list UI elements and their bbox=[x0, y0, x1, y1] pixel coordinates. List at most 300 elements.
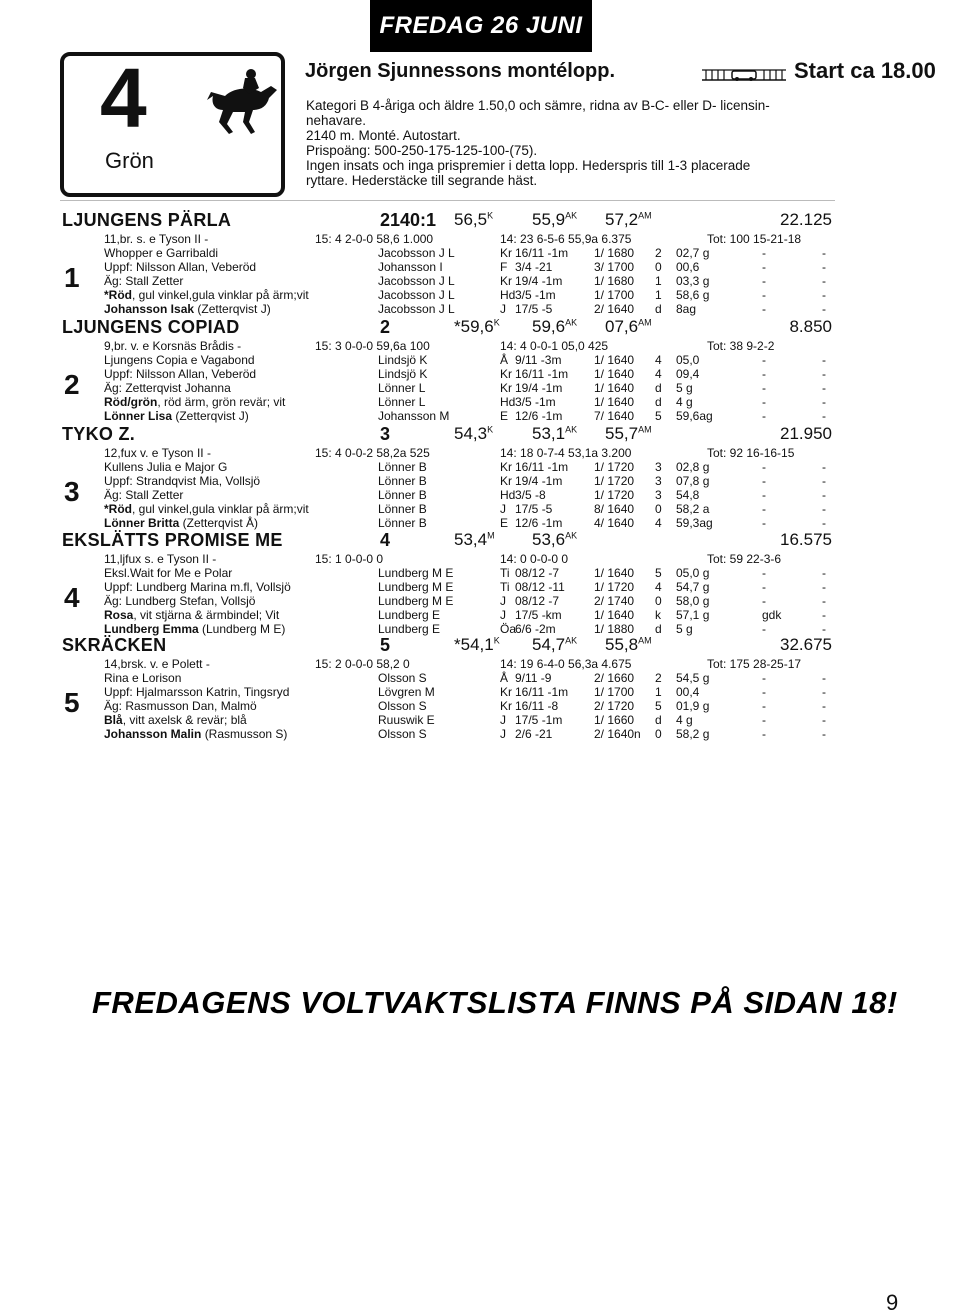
divider bbox=[60, 200, 835, 201]
stat-year: 15: 1 0-0-0 0 bbox=[315, 552, 384, 566]
row-prize: - bbox=[822, 274, 826, 288]
row-date: 17/5 -5 bbox=[515, 302, 553, 316]
horse-info: 11,br. s. e Tyson II - bbox=[104, 232, 209, 246]
record-type: K bbox=[493, 635, 500, 646]
row-place: 5 bbox=[655, 409, 662, 423]
record-value: *54,1 bbox=[454, 635, 494, 654]
stat-year: 15: 4 0-0-2 58,2a 525 bbox=[315, 446, 430, 460]
record-value: 07,6 bbox=[605, 317, 639, 336]
desc-line: Kategori B 4-åriga och äldre 1.50,0 och sämre, ridna av B-C- eller D- licensin- bbox=[306, 98, 770, 113]
row-date: 08/12 -7 bbox=[515, 594, 560, 608]
stat-total: Tot: 38 9-2-2 bbox=[707, 339, 775, 353]
form-row bbox=[62, 474, 832, 488]
record-type: AM bbox=[638, 424, 652, 435]
row-track: J bbox=[500, 302, 506, 316]
row-prize: - bbox=[822, 381, 826, 395]
row-date: 3/4 -21 bbox=[515, 260, 553, 274]
record-value: *59,6 bbox=[454, 317, 494, 336]
desc-line: ryttare. Hederstäcke till segrande häst. bbox=[306, 173, 538, 188]
row-odds: - bbox=[762, 516, 766, 530]
row-track: J bbox=[500, 502, 506, 516]
row-position-distance: 1/ 1660 bbox=[594, 713, 635, 727]
row-time: 05,0 g bbox=[676, 566, 710, 580]
horse-distance: 3 bbox=[380, 424, 391, 444]
horse-number: 4 bbox=[64, 582, 80, 613]
form-row bbox=[62, 713, 832, 727]
row-position-distance: 2/ 1640 bbox=[594, 302, 635, 316]
row-place: 1 bbox=[655, 274, 662, 288]
row-date: 9/11 -3m bbox=[515, 353, 562, 367]
row-prize: - bbox=[822, 608, 826, 622]
row-position-distance: 1/ 1680 bbox=[594, 246, 635, 260]
row-position-distance: 1/ 1640 bbox=[594, 566, 635, 580]
form-row bbox=[62, 288, 832, 302]
row-info: Kullens Julia e Major G bbox=[104, 460, 228, 474]
form-row bbox=[62, 353, 832, 367]
row-driver: Lönner B bbox=[378, 474, 427, 488]
row-position-distance: 1/ 1680 bbox=[594, 274, 635, 288]
row-odds: - bbox=[762, 367, 766, 381]
horse-prize: 22.125 bbox=[780, 210, 832, 229]
record-3 bbox=[605, 424, 652, 444]
row-driver: Lindsjö K bbox=[378, 367, 428, 381]
row-position-distance: 1/ 1700 bbox=[594, 288, 635, 302]
row-driver: Lönner B bbox=[378, 488, 427, 502]
row-prize: - bbox=[822, 460, 826, 474]
row-place: 4 bbox=[655, 516, 662, 530]
stat-previous: 14: 23 6-5-6 55,9a 6.375 bbox=[500, 232, 632, 246]
record-2 bbox=[532, 530, 577, 550]
row-track: Kr bbox=[500, 246, 512, 260]
horse-name: LJUNGENS COPIAD bbox=[62, 317, 240, 337]
row-track: Hd bbox=[500, 488, 516, 502]
row-driver: Johansson I bbox=[378, 260, 443, 274]
row-prize: - bbox=[822, 260, 826, 274]
row-prize: - bbox=[822, 516, 826, 530]
form-row bbox=[62, 409, 832, 423]
row-driver: Lönner B bbox=[378, 460, 427, 474]
desc-line: Prispoäng: 500-250-175-125-100-(75). bbox=[306, 143, 538, 158]
row-driver: Jacobsson J L bbox=[378, 302, 455, 316]
row-time: 4 g bbox=[676, 395, 693, 409]
row-info: Blå, vitt axelsk & revär; blå bbox=[104, 713, 247, 727]
row-date: 2/6 -21 bbox=[515, 727, 553, 741]
form-row bbox=[62, 274, 832, 288]
row-place: 4 bbox=[655, 580, 662, 594]
row-place: k bbox=[655, 608, 661, 622]
row-track: Å bbox=[500, 671, 509, 685]
form-row bbox=[62, 685, 832, 699]
row-time: 05,0 bbox=[676, 353, 700, 367]
row-time: 58,2 a bbox=[676, 502, 710, 516]
race-number: 4 bbox=[100, 51, 147, 145]
horse-prize: 8.850 bbox=[789, 317, 832, 336]
row-time: 01,9 g bbox=[676, 699, 710, 713]
race-title: Jörgen Sjunnessons montélopp. bbox=[305, 60, 616, 82]
horse-number: 2 bbox=[64, 369, 80, 400]
row-position-distance: 8/ 1640 bbox=[594, 502, 635, 516]
row-info: Rosa, vit stjärna & ärmbindel; Vit bbox=[104, 608, 280, 622]
horse-distance: 2140:1 bbox=[380, 210, 437, 230]
row-odds: - bbox=[762, 727, 766, 741]
row-odds: - bbox=[762, 409, 766, 423]
row-position-distance: 1/ 1640 bbox=[594, 608, 635, 622]
desc-line: Ingen insats och inga prispremier i detta lopp. Hederspris till 1-3 placerade bbox=[306, 158, 751, 173]
row-date: 19/4 -1m bbox=[515, 474, 563, 488]
row-place: 3 bbox=[655, 460, 662, 474]
horse-name: SKRÄCKEN bbox=[62, 635, 167, 655]
row-driver: Lönner L bbox=[378, 395, 426, 409]
row-info: Uppf: Nilsson Allan, Veberöd bbox=[104, 367, 257, 381]
row-place: d bbox=[655, 302, 662, 316]
row-place: 4 bbox=[655, 353, 662, 367]
row-info: Uppf: Hjalmarsson Katrin, Tingsryd bbox=[104, 685, 290, 699]
record-1 bbox=[454, 424, 493, 444]
row-odds: - bbox=[762, 671, 766, 685]
stat-total: Tot: 59 22-3-6 bbox=[707, 552, 782, 566]
row-driver: Lindsjö K bbox=[378, 353, 428, 367]
row-prize: - bbox=[822, 488, 826, 502]
row-date: 16/11 -1m bbox=[515, 367, 569, 381]
record-value: 54,3 bbox=[454, 424, 488, 443]
row-track: J bbox=[500, 713, 506, 727]
row-driver: Jacobsson J L bbox=[378, 288, 455, 302]
row-time: 54,7 g bbox=[676, 580, 710, 594]
row-place: 0 bbox=[655, 502, 662, 516]
row-driver: Lundberg M E bbox=[378, 594, 454, 608]
row-place: 1 bbox=[655, 288, 662, 302]
record-type: M bbox=[487, 530, 495, 541]
record-type: AM bbox=[638, 210, 652, 221]
row-date: 9/11 -9 bbox=[515, 671, 552, 685]
row-time: 09,4 bbox=[676, 367, 700, 381]
row-info: Rina e Lorison bbox=[104, 671, 182, 685]
stat-row bbox=[62, 552, 832, 566]
stat-previous: 14: 18 0-7-4 53,1a 3.200 bbox=[500, 446, 632, 460]
row-track: E bbox=[500, 409, 509, 423]
row-date: 16/11 -1m bbox=[515, 246, 569, 260]
record-value: 55,9 bbox=[532, 210, 566, 229]
record-3 bbox=[605, 635, 652, 655]
form-row bbox=[62, 622, 832, 636]
row-info: Äg: Stall Zetter bbox=[104, 274, 184, 288]
row-odds: - bbox=[762, 302, 766, 316]
row-place: 4 bbox=[655, 367, 662, 381]
horse-info: 11,ljfux s. e Tyson II - bbox=[104, 552, 217, 566]
record-value: 56,5 bbox=[454, 210, 488, 229]
row-date: 17/5 -km bbox=[515, 608, 562, 622]
row-date: 16/11 -1m bbox=[515, 685, 569, 699]
record-type: K bbox=[487, 424, 494, 435]
row-position-distance: 1/ 1720 bbox=[594, 474, 635, 488]
row-odds: gdk bbox=[762, 608, 782, 622]
form-row bbox=[62, 727, 832, 741]
row-info: *Röd, gul vinkel,gula vinklar på ärm;vit bbox=[104, 288, 309, 302]
form-row bbox=[62, 246, 832, 260]
stat-previous: 14: 4 0-0-1 05,0 425 bbox=[500, 339, 609, 353]
row-position-distance: 1/ 1720 bbox=[594, 460, 635, 474]
row-position-distance: 1/ 1720 bbox=[594, 580, 635, 594]
row-info: Lönner Lisa (Zetterqvist J) bbox=[104, 409, 249, 423]
record-1 bbox=[454, 210, 493, 230]
row-time: 07,8 g bbox=[676, 474, 710, 488]
row-driver: Lundberg E bbox=[378, 608, 441, 622]
start-time: Start ca 18.00 bbox=[794, 58, 936, 83]
row-date: 17/5 -1m bbox=[515, 713, 563, 727]
horse-number: 1 bbox=[64, 262, 80, 293]
row-position-distance: 2/ 1640n bbox=[594, 727, 641, 741]
row-odds: - bbox=[762, 288, 766, 302]
horse-prize: 16.575 bbox=[780, 530, 832, 549]
row-prize: - bbox=[822, 685, 826, 699]
row-track: Kr bbox=[500, 699, 512, 713]
start-car-icon bbox=[702, 66, 786, 82]
record-value: 54,7 bbox=[532, 635, 566, 654]
form-row bbox=[62, 608, 832, 622]
record-type: AK bbox=[565, 317, 578, 328]
row-time: 00,4 bbox=[676, 685, 700, 699]
row-date: 3/5 -1m bbox=[515, 395, 556, 409]
row-odds: - bbox=[762, 260, 766, 274]
row-place: d bbox=[655, 713, 662, 727]
stat-year: 15: 4 2-0-0 58,6 1.000 bbox=[315, 232, 434, 246]
row-prize: - bbox=[822, 474, 826, 488]
row-info: Johansson Malin (Rasmusson S) bbox=[104, 727, 288, 741]
row-track: Kr bbox=[500, 381, 512, 395]
row-track: Hd bbox=[500, 395, 516, 409]
row-time: 4 g bbox=[676, 713, 693, 727]
row-place: d bbox=[655, 395, 662, 409]
form-row bbox=[62, 381, 832, 395]
row-time: 58,6 g bbox=[676, 288, 710, 302]
row-place: 3 bbox=[655, 474, 662, 488]
form-row bbox=[62, 395, 832, 409]
row-prize: - bbox=[822, 699, 826, 713]
row-odds: - bbox=[762, 460, 766, 474]
row-track: Ti bbox=[500, 580, 510, 594]
horse-prize: 21.950 bbox=[780, 424, 832, 443]
horse-name: EKSLÄTTS PROMISE ME bbox=[62, 530, 283, 550]
row-track: Kr bbox=[500, 274, 512, 288]
row-track: J bbox=[500, 727, 506, 741]
row-prize: - bbox=[822, 727, 826, 741]
row-position-distance: 7/ 1640 bbox=[594, 409, 635, 423]
row-time: 59,3ag bbox=[676, 516, 713, 530]
horse-info: 14,brsk. v. e Polett - bbox=[104, 657, 210, 671]
row-place: 5 bbox=[655, 566, 662, 580]
row-info: Ljungens Copia e Vagabond bbox=[104, 353, 255, 367]
desc-line: nehavare. bbox=[306, 113, 367, 128]
row-track: Öa bbox=[500, 622, 517, 636]
row-time: 5 g bbox=[676, 381, 693, 395]
row-driver: Lönner B bbox=[378, 516, 427, 530]
row-info: Äg: Rasmusson Dan, Malmö bbox=[104, 699, 257, 713]
row-driver: Lönner L bbox=[378, 381, 426, 395]
record-value: 57,2 bbox=[605, 210, 639, 229]
row-track: Ti bbox=[500, 566, 510, 580]
row-prize: - bbox=[822, 671, 826, 685]
form-row bbox=[62, 516, 832, 530]
row-time: 02,7 g bbox=[676, 246, 710, 260]
row-prize: - bbox=[822, 395, 826, 409]
form-row bbox=[62, 460, 832, 474]
record-2 bbox=[532, 210, 577, 230]
horse-distance: 5 bbox=[380, 635, 391, 655]
record-2 bbox=[532, 317, 577, 337]
row-time: 57,1 g bbox=[676, 608, 710, 622]
form-row bbox=[62, 367, 832, 381]
row-info: Uppf: Strandqvist Mia, Vollsjö bbox=[104, 474, 261, 488]
row-track: Kr bbox=[500, 474, 512, 488]
row-time: 54,8 bbox=[676, 488, 700, 502]
row-date: 3/5 -8 bbox=[515, 488, 546, 502]
record-value: 55,8 bbox=[605, 635, 639, 654]
row-driver: Johansson M bbox=[378, 409, 450, 423]
row-time: 5 g bbox=[676, 622, 693, 636]
record-2 bbox=[532, 424, 577, 444]
row-position-distance: 2/ 1740 bbox=[594, 594, 635, 608]
row-date: 08/12 -7 bbox=[515, 566, 560, 580]
record-type: AM bbox=[638, 317, 652, 328]
row-info: Äg: Zetterqvist Johanna bbox=[104, 381, 231, 395]
row-track: E bbox=[500, 516, 509, 530]
row-position-distance: 2/ 1720 bbox=[594, 699, 635, 713]
row-position-distance: 1/ 1640 bbox=[594, 353, 635, 367]
row-info: Lundberg Emma (Lundberg M E) bbox=[104, 622, 286, 636]
page-number: 9 bbox=[886, 1290, 899, 1315]
row-odds: - bbox=[762, 566, 766, 580]
record-1 bbox=[454, 317, 500, 337]
record-type: AK bbox=[565, 210, 578, 221]
row-odds: - bbox=[762, 246, 766, 260]
record-1 bbox=[454, 530, 495, 550]
stat-previous: 14: 0 0-0-0 0 bbox=[500, 552, 569, 566]
horse-number: 3 bbox=[64, 476, 80, 507]
row-prize: - bbox=[822, 367, 826, 381]
row-info: Johansson Isak (Zetterqvist J) bbox=[104, 302, 271, 316]
record-value: 55,7 bbox=[605, 424, 639, 443]
form-row bbox=[62, 580, 832, 594]
horse-distance: 2 bbox=[380, 317, 391, 337]
race-color: Grön bbox=[105, 148, 154, 173]
horse-prize: 32.675 bbox=[780, 635, 832, 654]
row-place: 3 bbox=[655, 488, 662, 502]
record-type: K bbox=[487, 210, 494, 221]
row-track: Kr bbox=[500, 367, 512, 381]
horse-rider-icon bbox=[205, 66, 283, 138]
row-track: Å bbox=[500, 353, 509, 367]
row-odds: - bbox=[762, 488, 766, 502]
row-position-distance: 1/ 1720 bbox=[594, 488, 635, 502]
row-time: 03,3 g bbox=[676, 274, 710, 288]
row-position-distance: 3/ 1700 bbox=[594, 260, 635, 274]
row-odds: - bbox=[762, 622, 766, 636]
row-date: 08/12 -11 bbox=[515, 580, 565, 594]
row-track: J bbox=[500, 608, 506, 622]
row-prize: - bbox=[822, 594, 826, 608]
row-position-distance: 1/ 1640 bbox=[594, 381, 635, 395]
row-odds: - bbox=[762, 274, 766, 288]
stat-total: Tot: 175 28-25-17 bbox=[707, 657, 802, 671]
row-odds: - bbox=[762, 502, 766, 516]
form-row bbox=[62, 302, 832, 316]
row-driver: Lönner B bbox=[378, 502, 427, 516]
row-prize: - bbox=[822, 502, 826, 516]
row-driver: Lundberg M E bbox=[378, 580, 454, 594]
row-position-distance: 1/ 1700 bbox=[594, 685, 635, 699]
record-type: AK bbox=[565, 530, 578, 541]
stat-total: Tot: 92 16-16-15 bbox=[707, 446, 795, 460]
row-prize: - bbox=[822, 288, 826, 302]
row-info: Eksl.Wait for Me e Polar bbox=[104, 566, 233, 580]
stat-row bbox=[62, 339, 832, 353]
row-track: Hd bbox=[500, 288, 516, 302]
row-driver: Jacobsson J L bbox=[378, 246, 455, 260]
row-track: J bbox=[500, 594, 506, 608]
row-position-distance: 1/ 1880 bbox=[594, 622, 635, 636]
record-3 bbox=[605, 317, 652, 337]
row-place: 1 bbox=[655, 685, 662, 699]
row-odds: - bbox=[762, 395, 766, 409]
row-date: 19/4 -1m bbox=[515, 274, 563, 288]
row-odds: - bbox=[762, 474, 766, 488]
row-time: 8ag bbox=[676, 302, 697, 316]
row-info: Äg: Lundberg Stefan, Vollsjö bbox=[104, 594, 256, 608]
stat-total: Tot: 100 15-21-18 bbox=[707, 232, 802, 246]
row-prize: - bbox=[822, 566, 826, 580]
row-time: 02,8 g bbox=[676, 460, 710, 474]
form-row bbox=[62, 566, 832, 580]
horse-name: LJUNGENS PÄRLA bbox=[62, 210, 232, 230]
row-driver: Ruuswik E bbox=[378, 713, 435, 727]
row-info: *Röd, gul vinkel,gula vinklar på ärm;vit bbox=[104, 502, 309, 516]
row-prize: - bbox=[822, 622, 826, 636]
row-track: F bbox=[500, 260, 508, 274]
record-value: 53,6 bbox=[532, 530, 566, 549]
row-track: Kr bbox=[500, 685, 512, 699]
row-time: 00,6 bbox=[676, 260, 700, 274]
stat-year: 15: 3 0-0-0 59,6a 100 bbox=[315, 339, 430, 353]
row-place: 2 bbox=[655, 246, 662, 260]
row-prize: - bbox=[822, 353, 826, 367]
record-value: 59,6 bbox=[532, 317, 566, 336]
horse-distance: 4 bbox=[380, 530, 391, 550]
row-odds: - bbox=[762, 713, 766, 727]
row-position-distance: 2/ 1660 bbox=[594, 671, 635, 685]
row-info: Röd/grön, röd ärm, grön revär; vit bbox=[104, 395, 286, 409]
row-driver: Olsson S bbox=[378, 671, 427, 685]
row-place: d bbox=[655, 381, 662, 395]
row-time: 58,0 g bbox=[676, 594, 710, 608]
row-prize: - bbox=[822, 580, 826, 594]
row-time: 54,5 g bbox=[676, 671, 710, 685]
row-place: 0 bbox=[655, 260, 662, 274]
row-place: 0 bbox=[655, 727, 662, 741]
row-date: 19/4 -1m bbox=[515, 381, 563, 395]
row-info: Uppf: Lundberg Marina m.fl, Vollsjö bbox=[104, 580, 291, 594]
record-type: K bbox=[493, 317, 500, 328]
row-place: 0 bbox=[655, 594, 662, 608]
stat-row bbox=[62, 232, 832, 246]
row-prize: - bbox=[822, 246, 826, 260]
row-odds: - bbox=[762, 353, 766, 367]
row-driver: Lundberg E bbox=[378, 622, 441, 636]
form-row bbox=[62, 488, 832, 502]
record-2 bbox=[532, 635, 577, 655]
row-odds: - bbox=[762, 580, 766, 594]
row-info: Lönner Britta (Zetterqvist Å) bbox=[104, 516, 259, 530]
row-date: 3/5 -1m bbox=[515, 288, 556, 302]
